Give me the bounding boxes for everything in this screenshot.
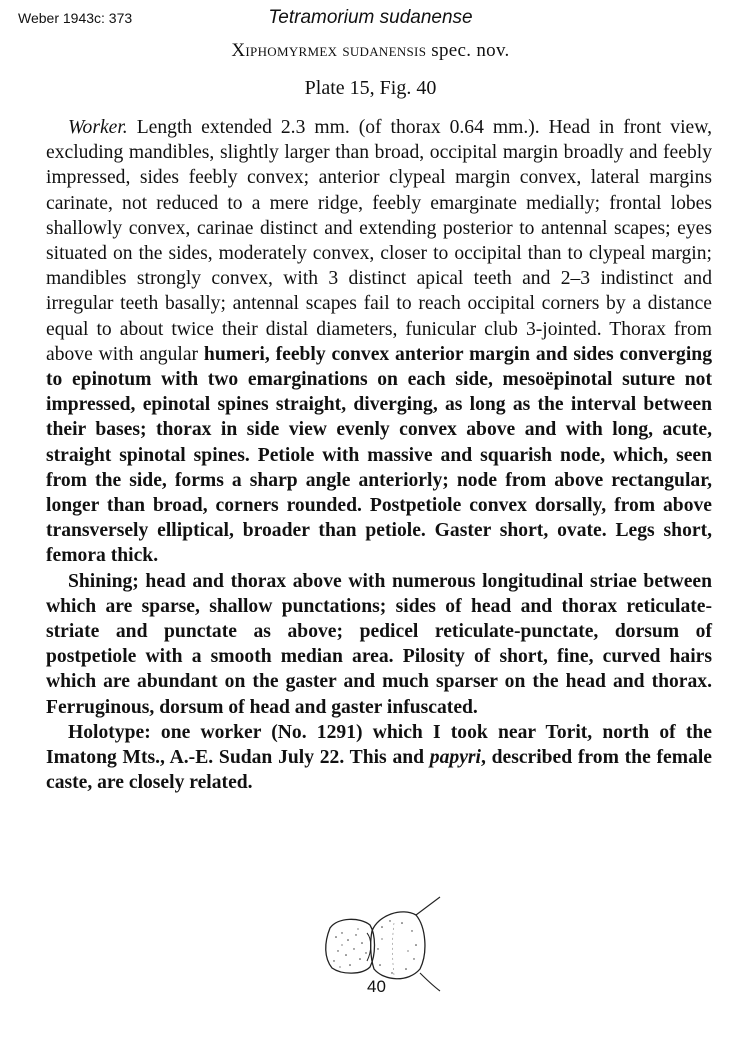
figure-number: 40: [367, 977, 386, 996]
description-body: [46, 115, 712, 795]
sculpture-paragraph: Shining; head and thorax above with numerous longitudinal striae between which are sparse, shallow punctations; sides of head and thorax reticulate-striate and punctate as above; pedicel reticulate-punctate, dorsum of postpetiole with a smooth median area. Pilosity of short, fine, curved hairs which are abundant on the gaster and much sparser on the head and thorax. Ferruginous, dorsum of head and gaster infuscated.: [46, 570, 712, 718]
worker-paragraph: [46, 115, 712, 569]
taxon-title: Tetramorium sudanense: [268, 7, 473, 28]
holotype-text-2: , described from the female caste, are closely related.: [46, 747, 713, 794]
caste-label: Worker.: [68, 117, 128, 138]
worker-text-1: Length extended 2.3 mm. (of thorax 0.64 mm.). Head in front view, excluding mandibles, slightly larger than broad, occipital margin broadly and feebly impressed, sides feebly convex; anterior clypeal margin convex, lateral margins carinate, not reduced to a mere ridge, feebly emarginate medially; frontal lobes shallowly convex, carinae distinct and extending posterior to antennal scapes; eyes situated on the sides, moderately convex, closer to occipital than to clypeal margin; mandibles strongly convex, with 3 distinct apical teeth and 2–3 indistinct and irregular teeth basally; antennal scapes fail to reach occipital corners by a distance equal to about twice their distal diameters, funicular club 3-jointed. Thorax from above with angular: [46, 117, 712, 365]
holotype-species-ref: papyri: [429, 747, 481, 769]
species-heading: [0, 40, 741, 62]
plate-reference: Plate 15, Fig. 40: [304, 77, 437, 99]
worker-text-2: humeri, feebly convex anterior margin and sides converging to epinotum with two emarginations on each side, mesoëpinotal suture not impressed, epinotal spines straight, diverging, as long as the interval between their bases; thorax in side view evenly convex above and with long, acute, straight spinotal spines. Petiole with massive and squarish node, which, seen from the side, forms a sharp angle anteriorly; node from above rectangular, longer than broad, corners rounded. Postpetiole convex dorsally, from above transversely elliptical, broader than petiole. Gaster short, ovate. Legs short, femora thick.: [46, 343, 712, 567]
postpetiole-outline: [371, 912, 425, 979]
holotype-paragraph: [46, 720, 712, 796]
citation: Weber 1943c: 373: [18, 10, 133, 26]
species-status: spec. nov.: [431, 40, 510, 61]
holotype-text-1: Holotype: one worker (No. 1291) which I took near Torit, north of the Imatong Mts., A.-E. Sudan July 22. This and: [46, 721, 712, 769]
species-name: Xiphomyrmex sudanensis: [231, 40, 427, 61]
